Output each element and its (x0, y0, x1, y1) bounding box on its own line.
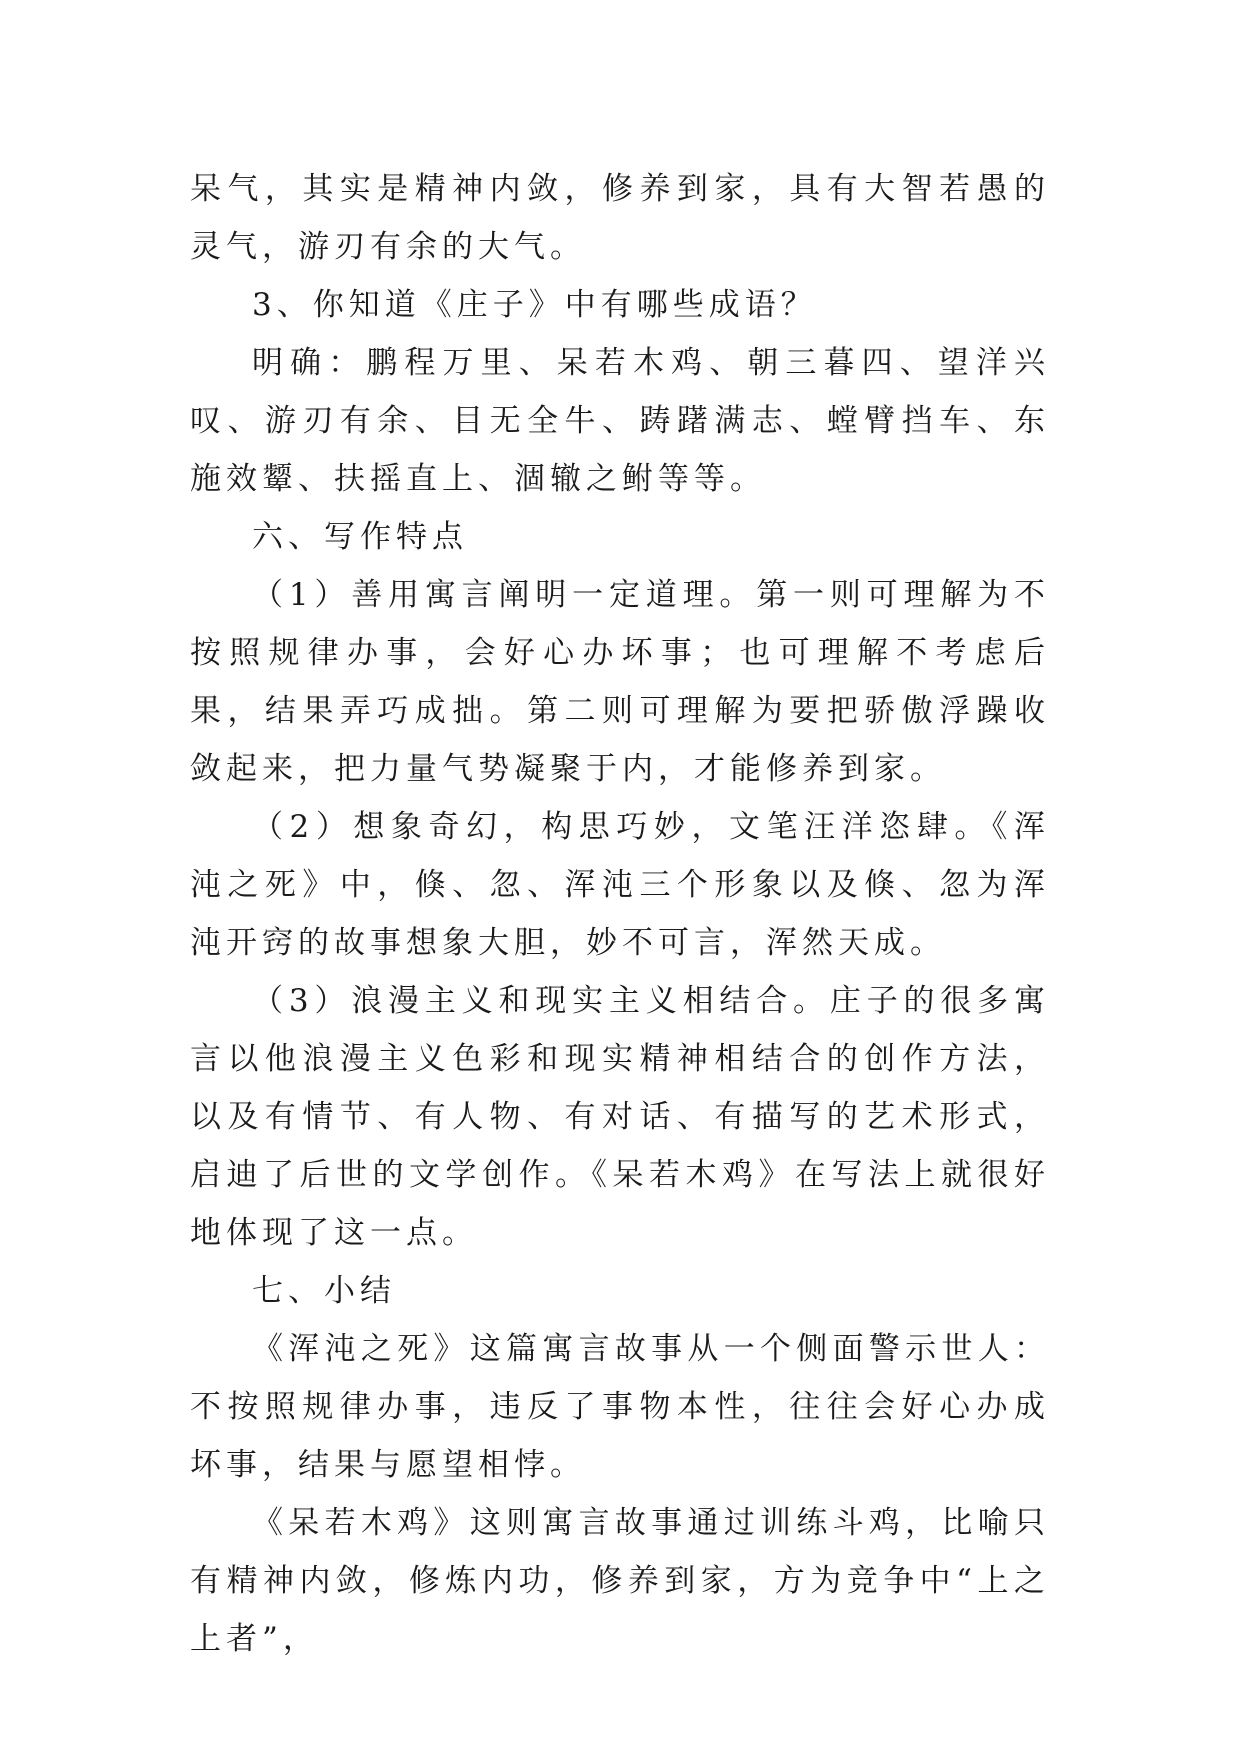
feature-1: （1）善用寓言阐明一定道理。第一则可理解为不按照规律办事，会好心办坏事；也可理解不考虑后果，结果弄巧成拙。第二则可理解为要把骄傲浮躁收敛起来，把力量气势凝聚于内，才能修养到家。 (190, 577, 1050, 787)
summary-hundun: 《浑沌之死》这篇寓言故事从一个侧面警示世人：不按照规律办事，违反了事物本性，往往会好心办成坏事，结果与愿望相悖。 (190, 1331, 1050, 1483)
feature-2: （2）想象奇幻，构思巧妙，文笔汪洋恣肆。《浑沌之死》中，倏、忽、浑沌三个形象以及倏、忽为浑沌开窍的故事想象大胆，妙不可言，浑然天成。 (190, 809, 1050, 961)
answer-idioms: 明确：鹏程万里、呆若木鸡、朝三暮四、望洋兴叹、游刃有余、目无全牛、踌躇满志、螳臂挡车、东施效颦、扶摇直上、涸辙之鲋等等。 (190, 345, 1050, 497)
section-heading-summary: 七、小结 (252, 1273, 396, 1309)
document-body (190, 160, 1050, 1668)
question-3: 3、你知道《庄子》中有哪些成语？ (252, 287, 817, 323)
paragraph-continuation: 呆气，其实是精神内敛，修养到家，具有大智若愚的灵气，游刃有余的大气。 (190, 171, 1050, 265)
feature-3: （3）浪漫主义和现实主义相结合。庄子的很多寓言以他浪漫主义色彩和现实精神相结合的创作方法，以及有情节、有人物、有对话、有描写的艺术形式，启迪了后世的文学创作。《呆若木鸡》在写法上就很好地体现了这一点。 (190, 983, 1050, 1251)
summary-muji: 《呆若木鸡》这则寓言故事通过训练斗鸡，比喻只有精神内敛，修炼内功，修养到家，方为竞争中“上之上者”， (190, 1505, 1050, 1657)
section-heading-writing-features: 六、写作特点 (252, 519, 468, 555)
